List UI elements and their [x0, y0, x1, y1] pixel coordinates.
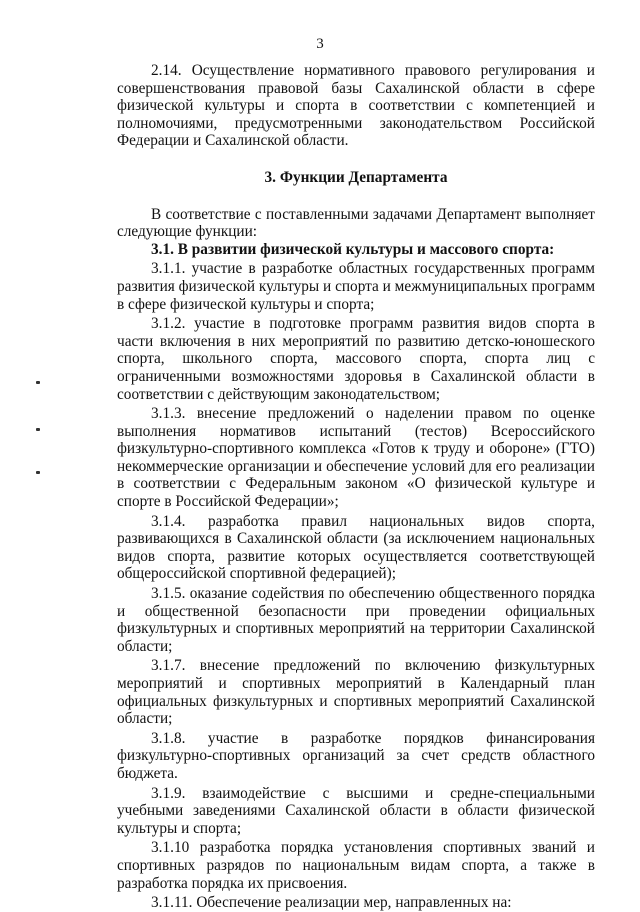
- item-3-1-4: 3.1.4. разработка правил национальных видов спорта, развивающихся в Сахалинской области (за исключением национальных видов спорта, развитие которых осуществляется соответствующей общероссийской спортивной федерацией);: [117, 512, 595, 583]
- subsection-title: 3.1. В развитии физической культуры и массового спорта:: [151, 240, 555, 258]
- item-3-1-7: 3.1.7. внесение предложений по включению физкультурных мероприятий и спортивных мероприятий в Календарный план официальных физкультурных и спортивных мероприятий Сахалинской области;: [117, 657, 595, 728]
- scan-mark: [36, 428, 40, 431]
- item-3-1-11: 3.1.11. Обеспечение реализации мер, направленных на:: [151, 894, 512, 912]
- document-body: [117, 62, 595, 912]
- item-3-1-3: 3.1.3. внесение предложений о наделении правом по оценке выполнения нормативов испытаний (тестов) Всероссийского физкультурно-спортивного комплекса «Готов к труду и обороне» (ГТО) некоммерческие организации и обеспечение условий для его реализации в соответствии с Федеральным законом «О физической культуре и спорте в Российской Федерации»;: [117, 405, 595, 511]
- item-3-1-1: 3.1.1. участие в разработке областных государственных программ развития физической культуры и спорта и межмуниципальных программ в сфере физической культуры и спорта;: [117, 260, 595, 313]
- scan-mark: [36, 471, 40, 474]
- page-number: 3: [316, 36, 324, 52]
- item-3-1-8: 3.1.8. участие в разработке порядков финансирования физкультурно-спортивных организаций за счет средств областного бюджета.: [117, 729, 595, 782]
- item-3-1-9: 3.1.9. взаимодействие с высшими и средне-специальными учебными заведениями Сахалинской области в области физической культуры и спорта;: [117, 784, 595, 837]
- item-3-1-5: 3.1.5. оказание содействия по обеспечению общественного порядка и общественной безопасности при проведении официальных физкультурных и спортивных мероприятий на территории Сахалинской области;: [117, 585, 595, 655]
- item-3-1-2: 3.1.2. участие в подготовке программ развития видов спорта в части включения в них мероприятий по развитию детско-юношеского спорта, школьного спорта, массового спорта, спорта лиц с ограниченными возможностями здоровья в Сахалинской области в соответствии с действующим законодательством;: [117, 315, 595, 403]
- paragraph-2-14: 2.14. Осуществление нормативного правового регулирования и совершенствования правовой базы Сахалинской области в сфере физической культуры и спорта в соответствии с компетенцией и полномочиями, предусмотренными законодательством Российской Федерации и Сахалинской области.: [117, 62, 595, 150]
- intro-paragraph: В соответствие с поставленными задачами Департамент выполняет следующие функции:: [117, 205, 595, 241]
- item-3-1-10: 3.1.10 разработка порядка установления спортивных званий и спортивных разрядов по национальным видам спорта, а также в разработка порядка их присвоения.: [117, 839, 595, 892]
- section-title: 3. Функции Департамента: [264, 168, 448, 186]
- scan-mark: [36, 381, 40, 384]
